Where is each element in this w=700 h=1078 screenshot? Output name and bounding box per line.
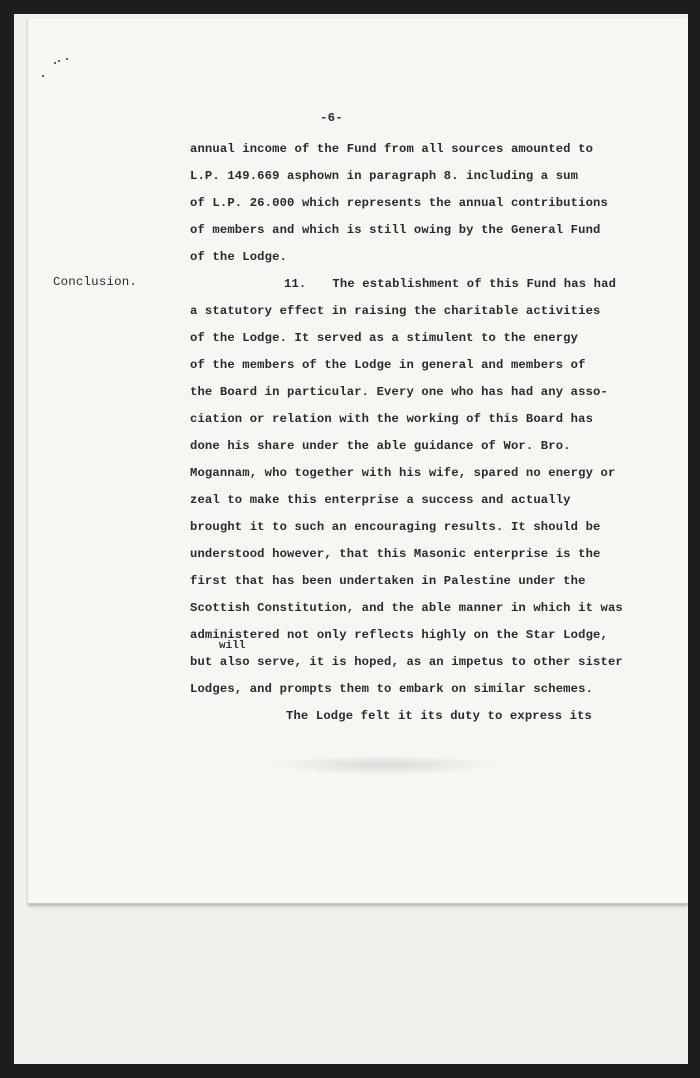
text-line: brought it to such an encouraging results. It should be xyxy=(190,520,601,534)
text-line: annual income of the Fund from all sources amounted to xyxy=(190,142,594,156)
text-line: understood however, that this Masonic enterprise is the xyxy=(190,547,601,561)
text-line: Scottish Constitution, and the able manner in which it was xyxy=(190,601,623,615)
body-text xyxy=(190,136,670,730)
text-line: Mogannam, who together with his wife, spared no energy or xyxy=(190,466,616,480)
text-line: but also serve, it is hoped, as an impetus to other sister xyxy=(190,655,623,669)
text-line: done his share under the able guidance of Wor. Bro. xyxy=(190,439,571,453)
text-line: administered not only reflects highly on the Star Lodge, xyxy=(190,628,608,642)
paragraph-11-lead: The establishment of this Fund has had xyxy=(332,277,617,291)
text-line: of the members of the Lodge in general and members of xyxy=(190,358,586,372)
margin-heading: Conclusion. xyxy=(53,275,137,289)
page-number: -6- xyxy=(320,111,343,125)
faint-smudge xyxy=(270,755,500,775)
text-line: the Board in particular. Every one who has had any asso- xyxy=(190,385,608,399)
closing-line: The Lodge felt it its duty to express its xyxy=(286,709,593,723)
text-line: of L.P. 26.000 which represents the annual contributions xyxy=(190,196,608,210)
text-line: of the Lodge. It served as a stimulent to the energy xyxy=(190,331,579,345)
text-line: L.P. 149.669 asphown in paragraph 8. including a sum xyxy=(190,169,579,183)
text-line: of members and which is still owing by the General Fund xyxy=(190,223,601,237)
paragraph-number: 11. xyxy=(284,277,307,291)
text-line: zeal to make this enterprise a success and actually xyxy=(190,493,571,507)
text-line: a statutory effect in raising the charitable activities xyxy=(190,304,601,318)
text-line: of the Lodge. xyxy=(190,250,288,264)
handwritten-insertion: will xyxy=(219,640,246,652)
text-line: ciation or relation with the working of this Board has xyxy=(190,412,594,426)
text-line: first that has been undertaken in Palestine under the xyxy=(190,574,586,588)
text-line: Lodges, and prompts them to embark on similar schemes. xyxy=(190,682,594,696)
paragraph-11-first-line xyxy=(190,271,670,298)
